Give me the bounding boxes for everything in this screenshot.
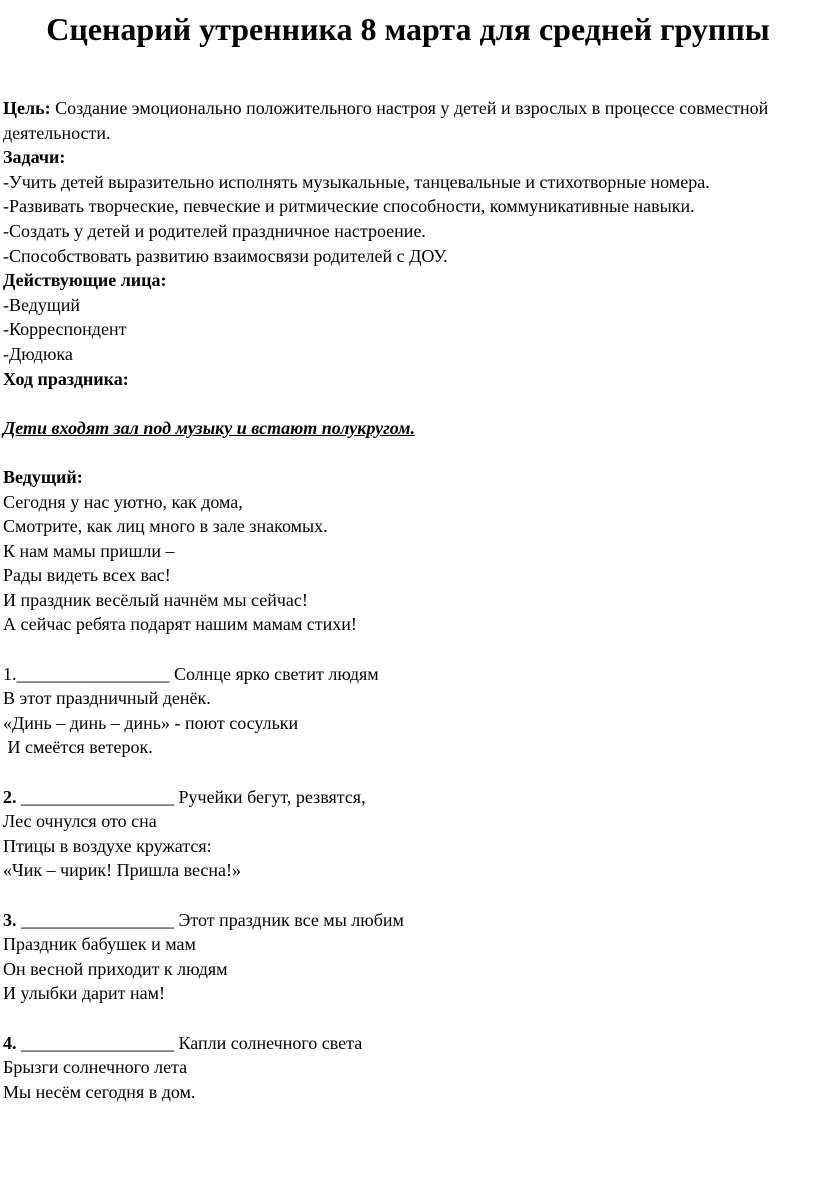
reciter-blank: _________________	[21, 1032, 174, 1053]
tasks-label: Задачи:	[3, 147, 66, 168]
goal-paragraph	[3, 96, 808, 145]
task-item: -Создать у детей и родителей праздничное настроение.	[3, 220, 426, 241]
host-line: А сейчас ребята подарят нашим мамам стихи!	[3, 614, 357, 635]
character-item: -Ведущий	[3, 294, 81, 315]
goal-label: Цель:	[3, 98, 51, 118]
document-title: Сценарий утренника 8 марта для средней группы	[46, 11, 770, 47]
poem-1-first-line	[3, 662, 808, 687]
poem-line: Брызги солнечного лета	[3, 1057, 188, 1078]
character-item: -Дюдюка	[3, 343, 73, 364]
poem-line: «Чик – чирик! Пришла весна!»	[3, 860, 242, 881]
poem-2-first-line	[3, 785, 808, 810]
poem-number: 4.	[3, 1032, 17, 1053]
host-line: Смотрите, как лиц много в зале знакомых.	[3, 516, 328, 537]
poem-line: «Динь – динь – динь» - поют сосульки	[3, 712, 299, 733]
poem-line: И смеётся ветерок.	[3, 737, 153, 758]
task-item: -Развивать творческие, певческие и ритмические способности, коммуникативные навыки.	[3, 196, 695, 217]
host-line: К нам мамы пришли –	[3, 540, 175, 561]
host-line: Рады видеть всех вас!	[3, 565, 171, 586]
poem-line: И улыбки дарит нам!	[3, 983, 165, 1004]
poem-4-first-line	[3, 1031, 808, 1056]
poem-line: Праздник бабушек и мам	[3, 934, 196, 955]
poem-line: Капли солнечного света	[178, 1032, 363, 1053]
reciter-blank: _________________	[21, 909, 174, 930]
host-label: Ведущий:	[3, 466, 83, 487]
poem-line: Солнце ярко светит людям	[174, 663, 379, 684]
reciter-blank: _________________	[21, 786, 174, 807]
character-item: -Корреспондент	[3, 319, 127, 340]
spacer	[3, 1006, 808, 1031]
poem-line: Мы несём сегодня в дом.	[3, 1081, 196, 1102]
poem-number: 3.	[3, 909, 17, 930]
poem-3-first-line	[3, 908, 808, 933]
poem-number: 2.	[3, 786, 17, 807]
poem-line: Ручейки бегут, резвятся,	[178, 786, 366, 807]
spacer	[3, 883, 808, 908]
host-line: И праздник весёлый начнём мы сейчас!	[3, 589, 308, 610]
goal-text: Создание эмоционально положительного настроя у детей и взрослых в процессе совместной деятельности.	[3, 98, 769, 143]
reciter-blank: _________________	[16, 663, 170, 684]
stage-direction: Дети входят зал под музыку и встают полукругом.	[3, 417, 415, 438]
poem-line: Птицы в воздухе кружатся:	[3, 835, 212, 856]
document-body	[3, 96, 808, 1104]
spacer	[3, 760, 808, 785]
task-item: -Способствовать развитию взаимосвязи родителей с ДОУ.	[3, 245, 448, 266]
host-line: Сегодня у нас уютно, как дома,	[3, 491, 243, 512]
spacer	[3, 440, 808, 465]
course-label: Ход праздника:	[3, 368, 129, 389]
spacer	[3, 637, 808, 662]
task-item: -Учить детей выразительно исполнять музыкальные, танцевальные и стихотворные номера.	[3, 171, 710, 192]
poem-line: Этот праздник все мы любим	[178, 909, 404, 930]
poem-line: Лес очнулся ото сна	[3, 811, 157, 832]
poem-line: Он весной приходит к людям	[3, 958, 228, 979]
poem-line: В этот праздничный денёк.	[3, 688, 211, 709]
poem-number: 1.	[3, 663, 17, 684]
characters-label: Действующие лица:	[3, 270, 167, 291]
spacer	[3, 391, 808, 416]
